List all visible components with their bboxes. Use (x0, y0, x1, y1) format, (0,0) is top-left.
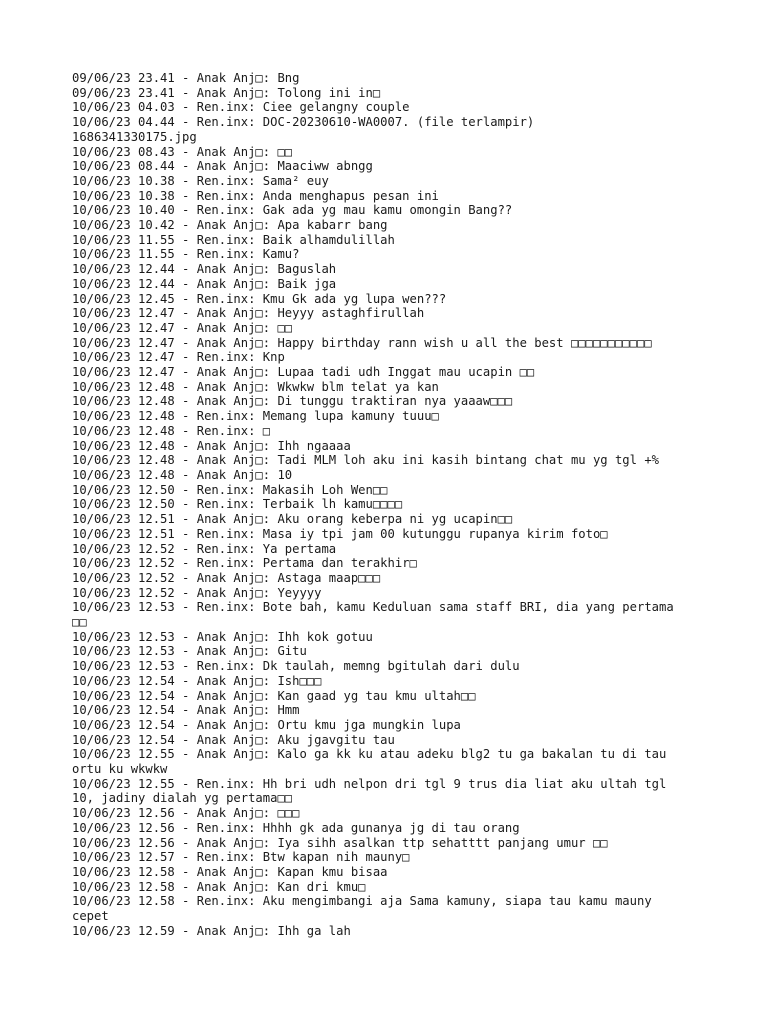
chat-message-line: 10/06/23 12.53 - Anak Anj□: Ihh kok gotuu (72, 629, 373, 644)
chat-message-line: 10/06/23 12.54 - Anak Anj□: Aku jgavgitu tau (72, 732, 395, 747)
chat-message-line: 10/06/23 12.54 - Anak Anj□: Ortu kmu jga mungkin lupa (72, 717, 461, 732)
chat-message-line: 10/06/23 12.50 - Ren.inx: Terbaik lh kamu□□□□ (72, 497, 403, 512)
chat-message-line: 10/06/23 12.48 - Anak Anj□: Tadi MLM loh aku ini kasih bintang chat mu yg tgl +% (72, 453, 659, 468)
chat-message-line: 10/06/23 08.43 - Anak Anj□: □□ (72, 144, 293, 159)
chat-message-line: 10/06/23 12.47 - Anak Anj□: Lupaa tadi udh Inggat mau ucapin □□ (72, 365, 535, 380)
chat-message-line: 10/06/23 11.55 - Ren.inx: Kamu? (72, 247, 300, 262)
chat-message-line: 10/06/23 12.56 - Anak Anj□: □□□ (72, 806, 300, 821)
chat-message-line: 10/06/23 12.59 - Anak Anj□: Ihh ga lah (72, 923, 351, 938)
chat-message-line: 10/06/23 12.52 - Ren.inx: Pertama dan terakhir□ (72, 556, 417, 571)
chat-message-line: 10/06/23 12.55 - Anak Anj□: Kalo ga kk ku atau adeku blg2 tu ga bakalan tu di tau ortu ku wkwkw (72, 747, 667, 777)
chat-message-line: 10/06/23 12.52 - Ren.inx: Ya pertama (72, 541, 337, 556)
chat-message-line: 10/06/23 12.44 - Anak Anj□: Baguslah (72, 262, 337, 277)
chat-message-line: 10/06/23 08.44 - Anak Anj□: Maaciww abngg (72, 159, 373, 174)
chat-message-line: 10/06/23 12.57 - Ren.inx: Btw kapan nih mauny□ (72, 850, 410, 865)
chat-message-line: 10/06/23 12.48 - Anak Anj□: 10 (72, 467, 293, 482)
chat-message-line: 09/06/23 23.41 - Anak Anj□: Tolong ini in□ (72, 85, 381, 100)
chat-message-line: 10/06/23 12.53 - Ren.inx: Dk taulah, memng bgitulah dari dulu (72, 659, 520, 674)
chat-message-line: 10/06/23 11.55 - Ren.inx: Baik alhamdulillah (72, 232, 395, 247)
chat-message-line: 10/06/23 12.51 - Anak Anj□: Aku orang keberpa ni yg ucapin□□ (72, 512, 513, 527)
chat-message-line: 10/06/23 12.47 - Anak Anj□: □□ (72, 320, 293, 335)
chat-message-line: 10/06/23 12.53 - Anak Anj□: Gitu (72, 644, 307, 659)
chat-transcript (72, 71, 696, 938)
chat-message-line: 10/06/23 12.56 - Anak Anj□: Iya sihh asalkan ttp sehatttt panjang umur □□ (72, 835, 608, 850)
chat-message-line: 10/06/23 12.52 - Anak Anj□: Yeyyyy (72, 585, 322, 600)
chat-message-line: 10/06/23 12.54 - Anak Anj□: Hmm (72, 703, 300, 718)
chat-message-line: 10/06/23 12.54 - Anak Anj□: Kan gaad yg tau kmu ultah□□ (72, 688, 476, 703)
chat-message-line: 10/06/23 12.47 - Anak Anj□: Heyyy astaghfirullah (72, 306, 425, 321)
chat-message-line: 10/06/23 10.38 - Ren.inx: Sama² euy (72, 173, 329, 188)
chat-message-line: 10/06/23 12.53 - Ren.inx: Bote bah, kamu Keduluan sama staff BRI, dia yang pertama □□ (72, 600, 674, 630)
chat-message-line: 09/06/23 23.41 - Anak Anj□: Bng (72, 71, 300, 85)
chat-message-line: 10/06/23 12.50 - Ren.inx: Makasih Loh Wen□□ (72, 482, 388, 497)
chat-message-line: 10/06/23 04.03 - Ren.inx: Ciee gelangny couple (72, 100, 410, 115)
chat-message-line: 10/06/23 12.47 - Ren.inx: Knp (72, 350, 285, 365)
chat-message-line: 10/06/23 12.58 - Anak Anj□: Kapan kmu bisaa (72, 864, 388, 879)
chat-message-line: 10/06/23 10.40 - Ren.inx: Gak ada yg mau kamu omongin Bang?? (72, 203, 513, 218)
chat-message-line: 10/06/23 12.48 - Anak Anj□: Wkwkw blm telat ya kan (72, 379, 439, 394)
chat-message-line: 10/06/23 10.38 - Ren.inx: Anda menghapus pesan ini (72, 188, 439, 203)
chat-message-line: 10/06/23 12.51 - Ren.inx: Masa iy tpi jam 00 kutunggu rupanya kirim foto□ (72, 526, 608, 541)
chat-message-line: 10/06/23 12.48 - Ren.inx: □ (72, 423, 271, 438)
chat-message-line: 10/06/23 12.47 - Anak Anj□: Happy birthday rann wish u all the best □□□□□□□□□□□ (72, 335, 652, 350)
chat-message-line: 10/06/23 12.48 - Ren.inx: Memang lupa kamuny tuuu□ (72, 409, 439, 424)
chat-message-line: 10/06/23 12.58 - Anak Anj□: Kan dri kmu□ (72, 879, 366, 894)
chat-message-line: 10/06/23 04.44 - Ren.inx: DOC-20230610-WA0007. (file terlampir) 1686341330175.jpg (72, 115, 535, 144)
chat-message-line: 10/06/23 12.48 - Anak Anj□: Ihh ngaaaa (72, 438, 351, 453)
chat-message-line: 10/06/23 10.42 - Anak Anj□: Apa kabarr bang (72, 218, 388, 233)
chat-message-line: 10/06/23 12.55 - Ren.inx: Hh bri udh nelpon dri tgl 9 trus dia liat aku ultah tgl 10, jadiny dialah yg pertama□□ (72, 776, 667, 806)
chat-message-line: 10/06/23 12.45 - Ren.inx: Kmu Gk ada yg lupa wen??? (72, 291, 447, 306)
chat-message-line: 10/06/23 12.44 - Anak Anj□: Baik jga (72, 276, 337, 291)
chat-message-line: 10/06/23 12.48 - Anak Anj□: Di tunggu traktiran nya yaaaw□□□ (72, 394, 513, 409)
chat-message-line: 10/06/23 12.58 - Ren.inx: Aku mengimbangi aja Sama kamuny, siapa tau kamu mauny cepet (72, 894, 652, 924)
chat-message-line: 10/06/23 12.56 - Ren.inx: Hhhh gk ada gunanya jg di tau orang (72, 820, 520, 835)
chat-message-line: 10/06/23 12.52 - Anak Anj□: Astaga maap□□□ (72, 570, 381, 585)
chat-message-line: 10/06/23 12.54 - Anak Anj□: Ish□□□ (72, 673, 322, 688)
